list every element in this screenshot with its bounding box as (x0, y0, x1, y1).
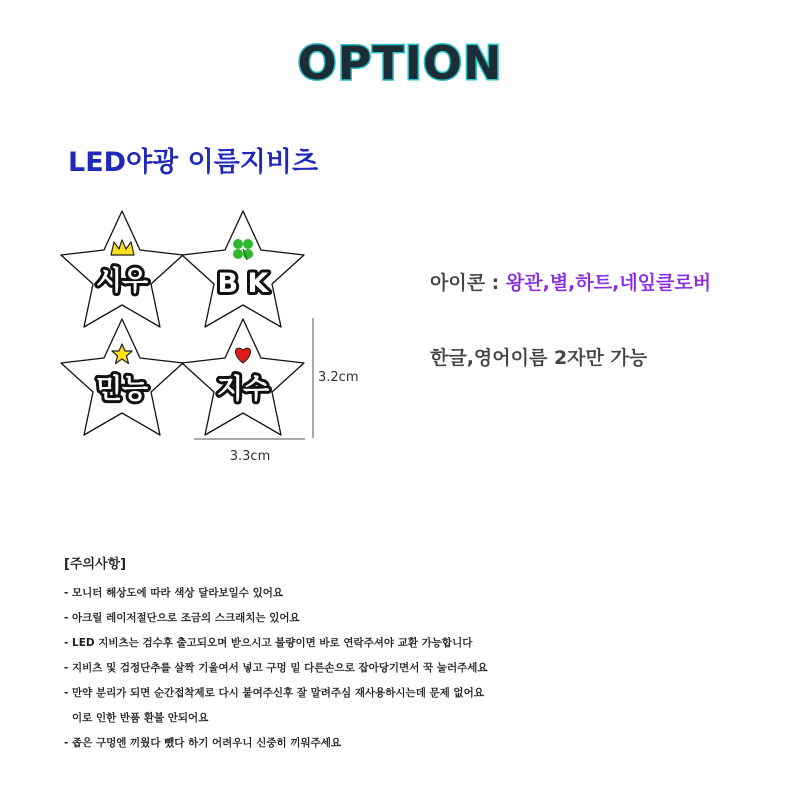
icon-options-label: 아이콘 : (430, 272, 506, 294)
product-name: LED야광 이름지비츠 (68, 147, 319, 178)
height-dimension-label: 3.2cm (318, 370, 359, 385)
notice-item: - 지비츠 및 검정단추를 살짝 기울여서 넣고 구멍 밑 다른손으로 잡아당기면서 꾹 눌러주세요 (64, 662, 488, 674)
notice-item: - 아크릴 레이저절단으로 조금의 스크래치는 있어요 (64, 612, 300, 624)
star-badge-siwoo (61, 211, 183, 327)
star-preview-group (55, 205, 375, 475)
notice-item: - 모니터 해상도에 따라 색상 달라보일수 있어요 (64, 587, 284, 599)
page-title: OPTION (297, 36, 503, 90)
star-preview-svg (55, 205, 375, 475)
notice-item: - 좁은 구멍엔 끼웠다 뺐다 하기 어려우니 신중히 끼워주세요 (64, 737, 342, 749)
star-name-3: 민능 (95, 374, 149, 405)
star-badge-bk (182, 211, 304, 327)
notice-item: - LED 지비츠는 검수후 출고되오며 받으시고 불량이면 바로 연락주셔야 교환 가능합니다 (64, 637, 473, 649)
notice-section (64, 553, 764, 756)
name-rule: 한글,영어이름 2자만 가능 (430, 347, 648, 369)
notice-title: [주의사항] (64, 557, 127, 572)
star-badge-minneung (61, 319, 183, 435)
icon-options (430, 268, 711, 295)
notice-item: - 만약 분리가 되면 순간접착제로 다시 붙여주신후 잘 말려주심 재사용하시는데 문제 없어요 (64, 687, 484, 699)
star-name-1: 시우 (95, 266, 149, 297)
star-badge-jisu (182, 319, 304, 435)
star-name-2: B K (217, 268, 269, 299)
width-dimension-label: 3.3cm (229, 449, 271, 464)
icon-options-values: 왕관,별,하트,네잎클로버 (505, 272, 712, 294)
star-name-4: 지수 (216, 374, 270, 405)
notice-item: 이로 인한 반품 환불 안되어요 (72, 712, 209, 724)
crown-icon (111, 240, 134, 255)
